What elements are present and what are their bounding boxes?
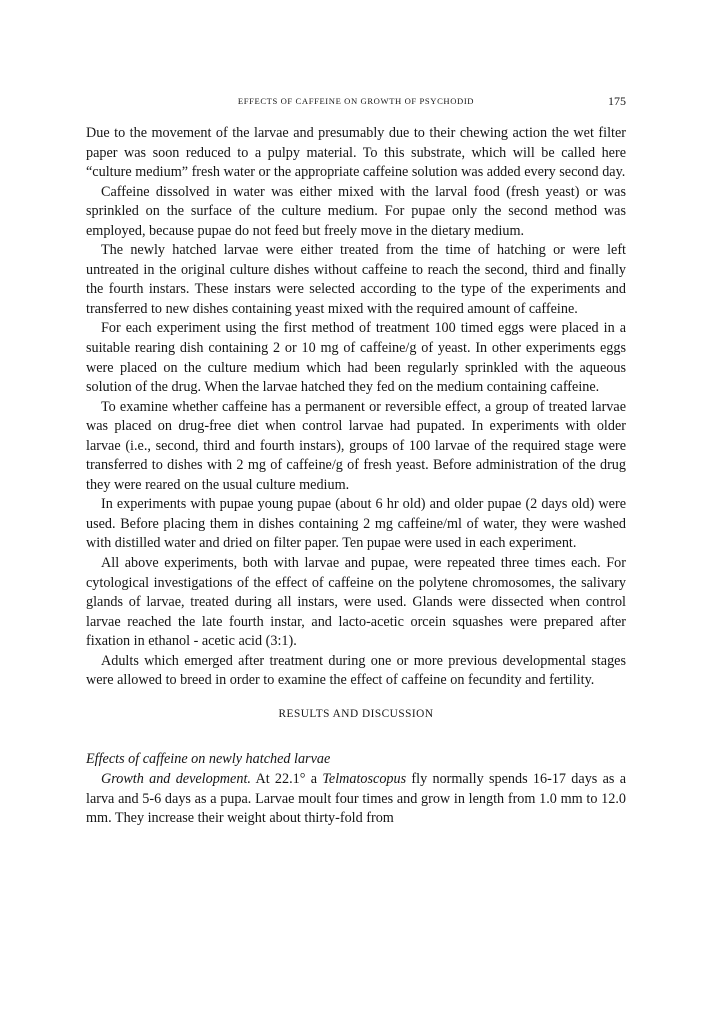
paragraph-larval-treatment: The newly hatched larvae were either treated from the time of hatching or were left untreated in the original culture dishes without caffeine to reach the second, third and finally the fourth instars. These instars were selected according to the type of the experiments and transferred to new dishes containing yeast mixed with the required amount of caffeine. [86,242,626,317]
paragraph-pupae-experiments: In experiments with pupae young pupae (about 6 hr old) and older pupae (2 days old) were used. Before placing them in dishes containing 2 mg caffeine/ml of water, they were washed with distilled water and dried on filter paper. Ten pupae were used in each experiment. [86,496,626,552]
paragraph-fecundity: Adults which emerged after treatment during one or more previous developmental stages were allowed to breed in order to examine the effect of caffeine on fecundity and fertility. [86,652,626,689]
text-part: fly normally spends 16-17 days as a larva and 5-6 days as a pupa. Larvae moult four times and grow in length from 1.0 mm to 12.0 mm. They increase their weight about thirty-fold from [86,770,627,827]
text-part: At 22.1° a [250,770,323,787]
page-number: 175 [608,94,626,108]
subsection-heading: Effects of caffeine on newly hatched larvae [86,751,331,768]
paragraph-growth-development [86,770,626,829]
paragraph-culture-medium: Due to the movement of the larvae and presumably due to their chewing action the wet filter paper was soon reduced to a pulpy material. To this substrate, which will be called here “culture medium” fresh water or the appropriate caffeine solution was added every second day. [86,125,626,181]
paragraph-cytology: All above experiments, both with larvae and pupae, were repeated three times each. For cytological investigations of the effect of caffeine on the polytene chromosomes, the salivary glands of larvae, treated during all instars, were used. Glands were dissected when control larvae reached the late fourth instar, and lacto-acetic orcein squashes were prepared after fixation in ethanol - acetic acid (3:1). [86,555,626,650]
genus-name: Telmatoscopus [322,770,407,787]
article-body [86,124,626,829]
running-head [86,94,626,110]
section-heading: RESULTS AND DISCUSSION [278,707,434,720]
paragraph-egg-experiments: For each experiment using the first method of treatment 100 timed eggs were placed in a suitable rearing dish containing 2 or 10 mg of caffeine/g of yeast. In other experiments eggs were placed on the culture medium which had been regularly sprinkled with the aqueous solution of the drug. When the larvae hatched they fed on the medium containing caffeine. [86,320,626,396]
paragraph-reversibility: To examine whether caffeine has a permanent or reversible effect, a group of treated larvae was placed on drug-free diet when control larvae had pupated. In experiments with older larvae (i.e., second, third and fourth instars), groups of 100 larvae of the required stage were transferred to dishes with 2 mg of caffeine/g of fresh yeast. Before administration of the drug they were reared on the usual culture medium. [86,398,626,493]
runin-heading: Growth and development. [101,770,251,787]
paragraph-caffeine-methods: Caffeine dissolved in water was either mixed with the larval food (fresh yeast) or was sprinkled on the surface of the culture medium. For pupae only the second method was employed, because pupae do not feed but freely move in the dietary medium. [86,183,626,239]
running-title: EFFECTS OF CAFFEINE ON GROWTH OF PSYCHODID [237,96,475,106]
